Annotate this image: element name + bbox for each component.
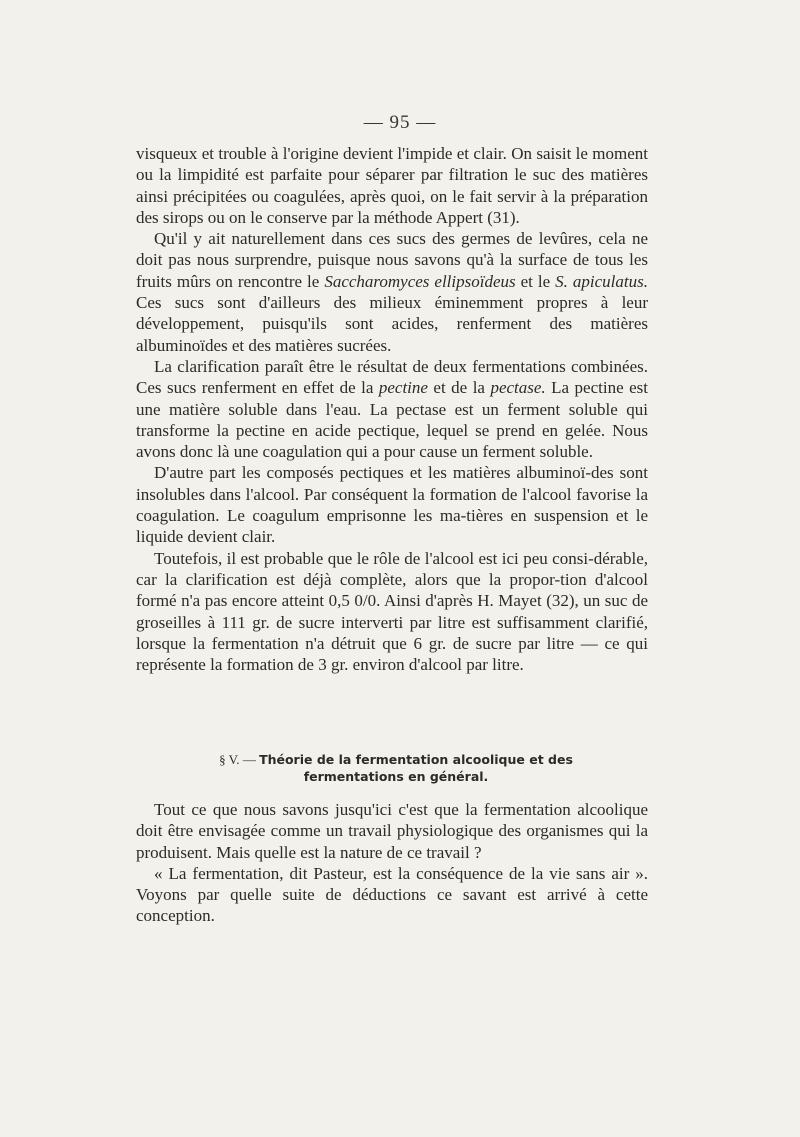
paragraph-yeast-germs	[136, 228, 648, 356]
section-mark: § V.	[219, 752, 240, 767]
section-title-line2: fermentations en général.	[303, 769, 489, 784]
section-dash: —	[239, 752, 260, 767]
paragraph-text: Ces sucs sont d'ailleurs des milieux éminemment propres à leur développement, puisqu'ils sont acides, renferment des matières albuminoïdes et des matières sucrées.	[136, 293, 648, 355]
page-number: — 95 —	[363, 112, 437, 133]
paragraph-pasteur-quote: « La fermentation, dit Pasteur, est la conséquence de la vie sans air ». Voyons par quelle suite de déductions ce savant est arrivé à cette conception.	[136, 863, 648, 926]
section-heading	[140, 751, 652, 785]
paragraph-text: Qu'il y ait naturellement dans ces sucs des germes de levûres, cela ne doit pas nous surprendre, puisque nous savons qu'à la surface de tous les fruits mûrs on rencontre le	[136, 229, 648, 291]
species-name: S. apiculatus.	[555, 271, 648, 291]
paragraph-text: et le	[515, 271, 556, 291]
paragraph-physiological-work: Tout ce que nous savons jusqu'ici c'est que la fermentation alcoolique doit être envisagée comme un travail physiologique des organismes qui la produisent. Mais quelle est la nature de ce travail ?	[136, 800, 648, 862]
paragraph-two-fermentations	[136, 356, 648, 462]
paragraph-alcohol-coagulation: D'autre part les composés pectiques et les matières albuminoï-des sont insolubles dans l'alcool. Par conséquent la formation de l'alcool favorise la coagulation. Le coagulum emprisonne les ma-tières en suspension et le liquide devient clair.	[136, 463, 648, 547]
section-heading-line1	[140, 751, 652, 768]
paragraph-clarification-continued: visqueux et trouble à l'origine devient l'impide et clair. On saisit le moment ou la limpidité est parfaite pour séparer par filtration le suc des matières ainsi précipitées ou coagulées, après quoi, on le fait servir à la préparation des sirops ou on le conserve par la méthode Appert (31).	[136, 144, 648, 227]
section-title-line1: Théorie de la fermentation alcoolique et des	[259, 752, 573, 767]
paragraph-text: La pectine est une matière soluble dans l'eau. La pectase est un ferment soluble qui transforme la pectine en acide pectique, lequel se prend en gelée. Nous avons donc là une coagulation qui a pour cause un ferment soluble.	[136, 378, 648, 462]
paragraph-mayet-example: Toutefois, il est probable que le rôle de l'alcool est ici peu consi-dérable, car la clarification est déjà complète, alors que la propor-tion d'alcool formé n'a pas encore atteint 0,5 0/0. Ainsi d'après H. Mayet (32), un suc de groseilles à 111 gr. de sucre interverti par litre est suffisamment clarifié, lorsque la fermentation n'a détruit que 6 gr. de sucre par litre — ce qui représente la formation de 3 gr. environ d'alcool par litre.	[136, 548, 648, 675]
paragraph-text: La clarification paraît être le résultat de deux fermentations combinées. Ces sucs renferment en effet de la	[136, 356, 648, 398]
text-block-lower	[136, 799, 648, 927]
term-pectine: pectine	[378, 378, 428, 398]
paragraph-text: et de la	[427, 378, 491, 398]
term-pectase: pectase.	[490, 378, 546, 398]
text-block-upper	[136, 143, 648, 675]
species-name: Saccharomyces ellipsoïdeus	[324, 271, 516, 291]
